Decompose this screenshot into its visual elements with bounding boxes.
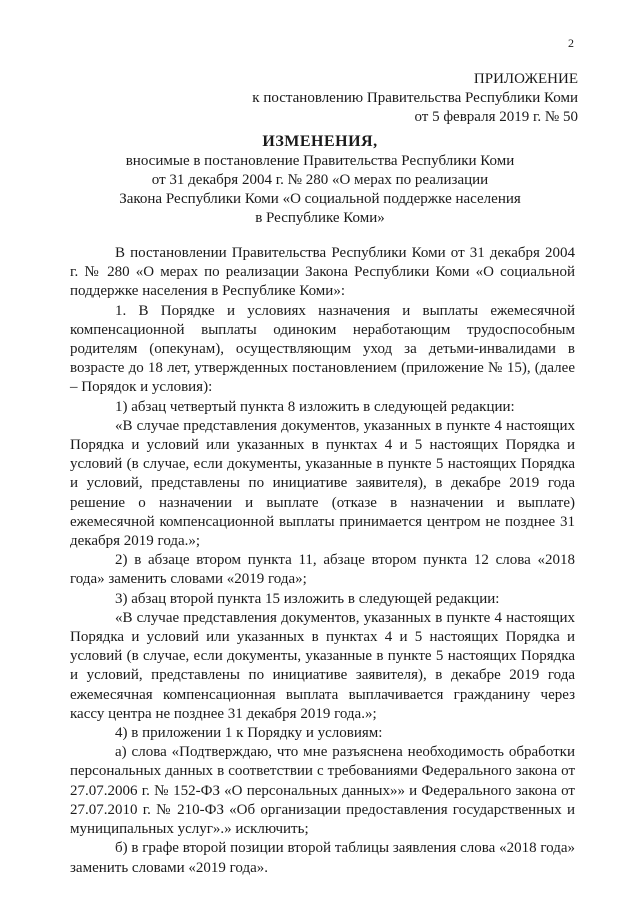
appendix-header xyxy=(158,70,578,127)
paragraph: а) слова «Подтверждаю, что мне разъяснена необходимость обработки персональных данных в соответствии с требованиями Федерального закона от 27.07.2006 г. № 152-ФЗ «О персональных данных»» и Федерального закона от 27.07.2010 г. № 210-ФЗ «Об организации предоставления государственных и муниципальных услуг».» исключить; xyxy=(70,744,575,838)
document-title xyxy=(60,132,580,228)
title-heading: ИЗМЕНЕНИЯ, xyxy=(262,133,378,150)
title-line: Закона Республики Коми «О социальной поддержке населения xyxy=(119,191,521,207)
paragraph: б) в графе второй позиции второй таблицы заявления слова «2018 года» заменить словами «2019 года». xyxy=(70,840,575,876)
appendix-label: ПРИЛОЖЕНИЕ xyxy=(473,71,578,87)
page-number: 2 xyxy=(568,36,574,50)
paragraph: 1. В Порядке и условиях назначения и выплаты ежемесячной компенсационной выплаты одиноким неработающим трудоспособным родителям (опекунам), осуществляющим уход за детьми-инвалидами в возрасте до 18 лет, утвержденных постановлением (приложение № 15), (далее – Порядок и условия): xyxy=(70,302,575,396)
title-line: от 31 декабря 2004 г. № 280 «О мерах по реализации xyxy=(151,172,489,188)
title-line: вносимые в постановление Правительства Республики Коми xyxy=(125,153,515,169)
paragraph: 2) в абзаце втором пункта 11, абзаце втором пункта 12 слова «2018 года» заменить словами «2019 года»; xyxy=(70,552,575,588)
document-body xyxy=(70,244,575,878)
paragraph: В постановлении Правительства Республики Коми от 31 декабря 2004 г. № 280 «О мерах по реализации Закона Республики Коми «О социальной поддержке населения в Республике Коми»: xyxy=(70,245,575,300)
appendix-date: от 5 февраля 2019 г. № 50 xyxy=(414,109,578,125)
appendix-decree: к постановлению Правительства Республики Коми xyxy=(252,90,578,106)
title-line: в Республике Коми» xyxy=(255,210,385,226)
paragraph: 1) абзац четвертый пункта 8 изложить в следующей редакции: xyxy=(115,398,515,415)
paragraph: 4) в приложении 1 к Порядку и условиям: xyxy=(115,725,383,742)
paragraph: 3) абзац второй пункта 15 изложить в следующей редакции: xyxy=(115,590,500,607)
paragraph: «В случае представления документов, указанных в пункте 4 настоящих Порядка и условий или указанных в пунктах 4 и 5 настоящих Порядка и условий (в случае, если документы, указанные в пункте 5 настоящих Порядка и условий, представлены по инициативе заявителя), в декабре 2019 года ежемесячная компенсационная выплата выплачивается гражданину через кассу центра не позднее 31 декабря 2019 года.»; xyxy=(70,609,575,722)
paragraph: «В случае представления документов, указанных в пункте 4 настоящих Порядка и условий или указанных в пунктах 4 и 5 настоящих Порядка и условий (в случае, если документы, указанные в пункте 5 настоящих Порядка и условий, представлены по инициативе заявителя), в декабре 2019 года решение о назначении и выплате (отказе в назначении и выплате) ежемесячной компенсационной выплаты принимается центром не позднее 31 декабря 2019 года.»; xyxy=(70,417,575,550)
